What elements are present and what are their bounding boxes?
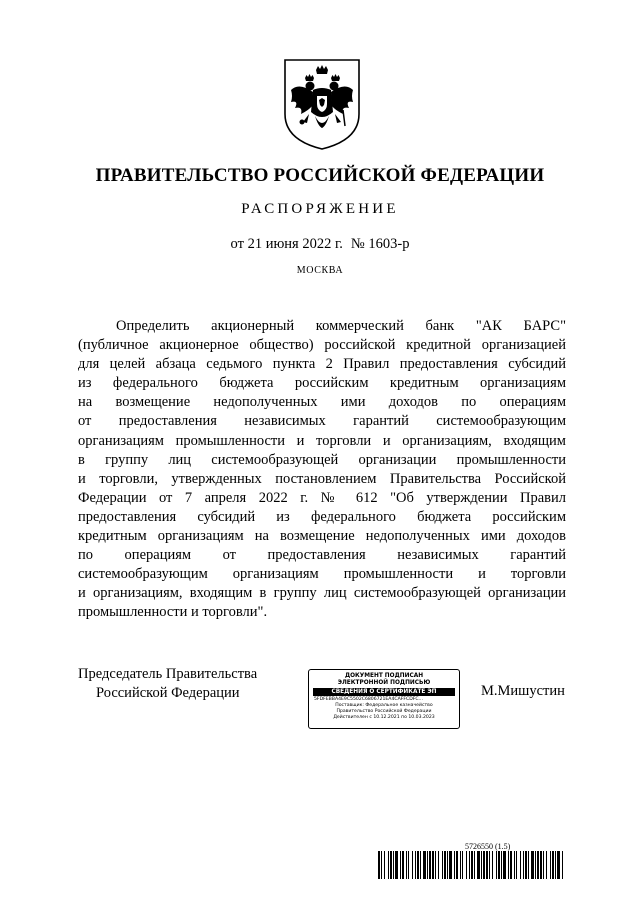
signatory-name: М.Мишустин — [481, 683, 565, 699]
text-line: (публичное акционерное общество) российской кредитной организацией — [78, 337, 566, 354]
text-line: для целей абзаца седьмого пункта 2 Правил предоставления субсидий — [78, 356, 566, 373]
document-city: МОСКВА — [296, 265, 344, 276]
text-line: организациям промышленности и торговли и организациям, входящим — [78, 432, 566, 449]
government-title: ПРАВИТЕЛЬСТВО РОССИЙСКОЙ ФЕДЕРАЦИИ — [95, 165, 545, 186]
text-line: от предоставления независимых гарантий системообразующим — [78, 413, 566, 430]
barcode-icon — [378, 851, 564, 879]
text-line: и торговли, утвержденных постановлением Правительства Российской — [78, 470, 566, 487]
document-date-line — [0, 236, 640, 253]
electronic-signature-stamp — [308, 669, 460, 729]
signatory-position-line1: Председатель Правительства — [78, 666, 258, 682]
text-line: и организациям, входящим в группу лиц системообразующей организации — [78, 585, 566, 602]
text-line: системообразующим организациям промышленности и торговли — [78, 566, 566, 583]
stamp-certificate-header: СВЕДЕНИЯ О СЕРТИФИКАТЕ ЭП — [313, 688, 455, 696]
text-line: предоставления субсидий из федерального бюджета российским — [78, 508, 566, 525]
stamp-certificate-id: 5FDFEBBA4E9C5502C6806721EA4CAFFCDFC... — [314, 697, 423, 702]
text-line: в группу лиц системообразующей организации промышленности — [78, 451, 566, 468]
stamp-line2: ЭЛЕКТРОННОЙ ПОДПИСЬЮ — [337, 680, 431, 686]
text-line: Определить акционерный коммерческий банк "АК БАРС" — [116, 318, 566, 334]
text-line: промышленности и торговли". — [78, 604, 268, 621]
text-line: кредитным организациям на возмещение недополученных ими доходов — [78, 528, 566, 545]
document-number: № 1603-р — [350, 236, 410, 252]
signatory-position — [78, 665, 257, 703]
stamp-validity: Действителен с 10.12.2021 по 10.03.2023 — [333, 715, 435, 720]
text-line: Федерации от 7 апреля 2022 г. № 612 "Об утверждении Правил — [78, 489, 566, 506]
signatory-position-line2: Российской Федерации — [96, 685, 240, 701]
document-type: РАСПОРЯЖЕНИЕ — [241, 201, 399, 217]
text-line: из федерального бюджета российским кредитным организациям — [78, 375, 566, 392]
text-line: по операциям от предоставления независимых гарантий — [78, 547, 566, 564]
text-line: на возмещение недополученных ими доходов по операциям — [78, 394, 566, 411]
stamp-heading — [309, 673, 459, 687]
stamp-issuer-line2: Правительство Российской Федерации — [336, 709, 432, 714]
stamp-line1: ДОКУМЕНТ ПОДПИСАН — [344, 673, 424, 679]
order-text — [78, 317, 566, 623]
stamp-issuer-line1: Поставщик: Федеральное казначейство — [335, 703, 433, 708]
barcode-number: 5726550 (1.5) — [465, 842, 511, 851]
document-date: от 21 июня 2022 г. — [230, 236, 343, 252]
coat-of-arms-icon — [279, 56, 365, 152]
